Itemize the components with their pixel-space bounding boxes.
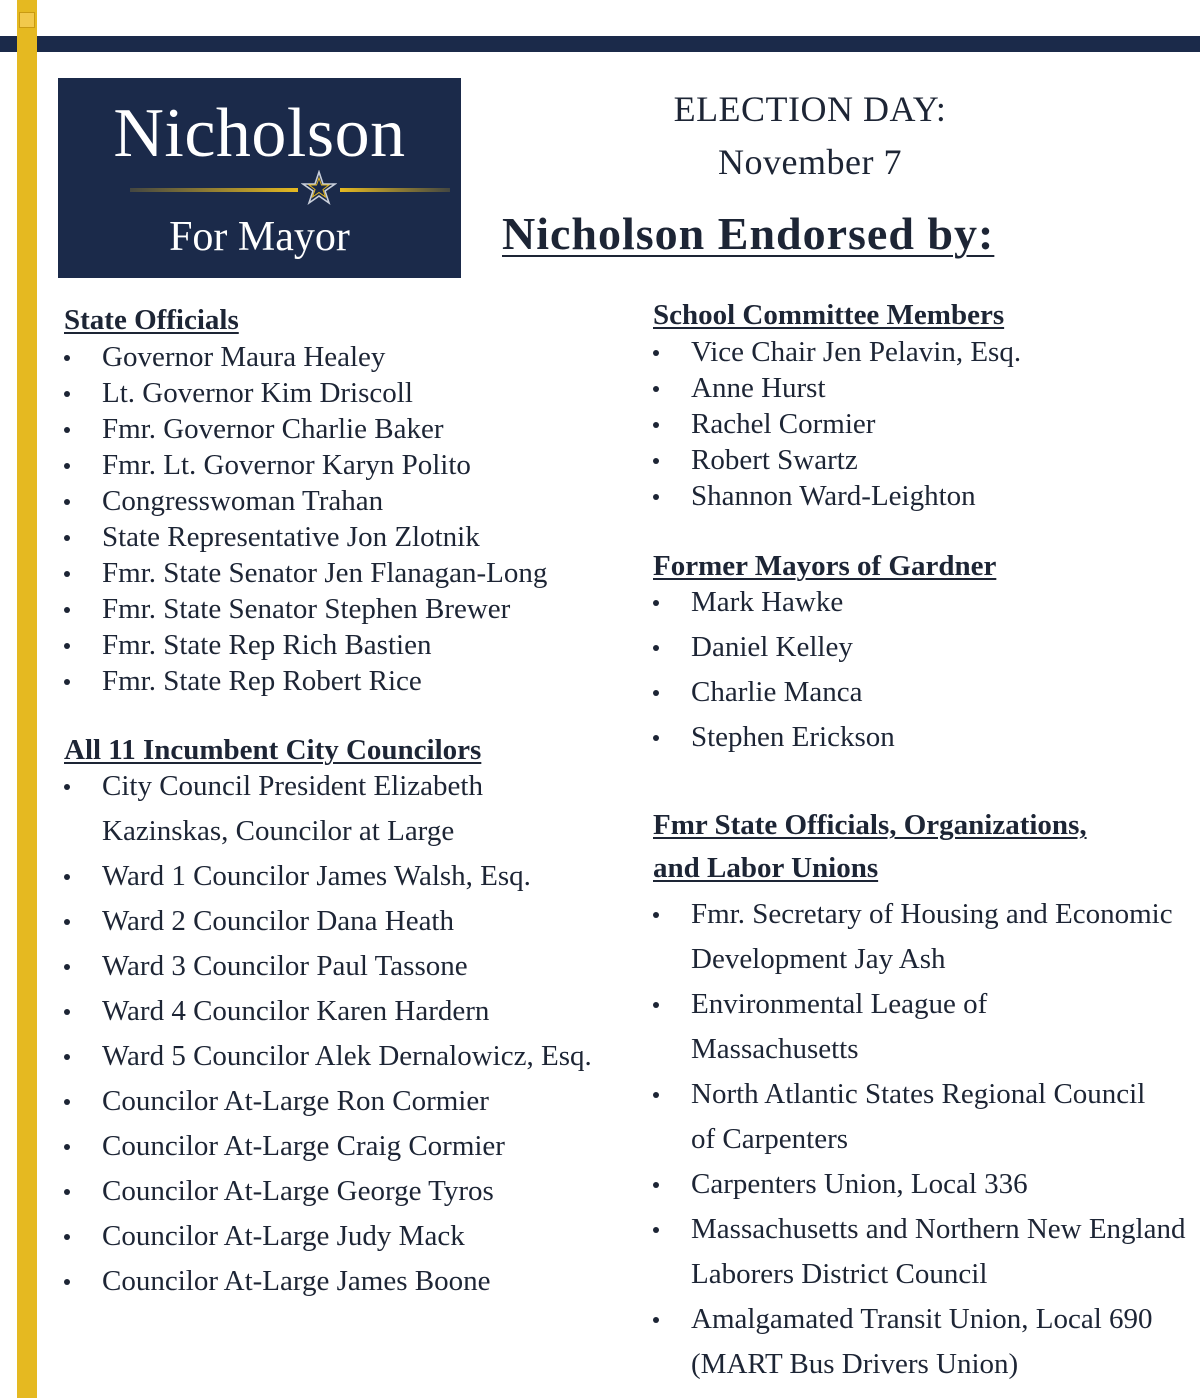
organizations-heading-line2: and Labor Unions (653, 852, 879, 884)
list-item: Stephen Erickson (653, 715, 1173, 760)
list-item: Ward 1 Councilor James Walsh, Esq. (64, 854, 624, 899)
former-mayors-heading: Former Mayors of Gardner (653, 550, 997, 582)
bullet-icon (653, 494, 659, 500)
school-committee-list (653, 334, 1173, 514)
city-councilors-list (64, 764, 624, 1304)
list-item: Vice Chair Jen Pelavin, Esq. (653, 334, 1173, 370)
list-item: Councilor At-Large Craig Cormier (64, 1124, 624, 1169)
bullet-icon (64, 1279, 70, 1285)
bullet-icon (653, 912, 659, 918)
list-item: Congresswoman Trahan (64, 483, 634, 519)
list-item: State Representative Jon Zlotnik (64, 519, 634, 555)
bullet-icon (64, 874, 70, 880)
list-item: Environmental League of Massachusetts (653, 982, 1111, 1072)
list-item: Councilor At-Large Judy Mack (64, 1214, 624, 1259)
bullet-icon (653, 735, 659, 741)
bullet-icon (64, 679, 70, 685)
list-item: Mark Hawke (653, 580, 1173, 625)
bullet-icon (64, 964, 70, 970)
organizations-list (653, 892, 1186, 1387)
bullet-icon (64, 571, 70, 577)
list-item: Amalgamated Transit Union, Local 690 (MART Bus Drivers Union) (653, 1297, 1196, 1387)
gold-rule-cap (19, 12, 35, 28)
campaign-logo (58, 78, 461, 278)
bullet-icon (653, 386, 659, 392)
bullet-icon (653, 458, 659, 464)
bullet-icon (653, 1317, 659, 1323)
list-item: Lt. Governor Kim Driscoll (64, 375, 634, 411)
list-item: Carpenters Union, Local 336 (653, 1162, 1183, 1207)
list-item: Councilor At-Large Ron Cormier (64, 1079, 624, 1124)
logo-gold-rule-left (130, 188, 298, 192)
bullet-icon (653, 350, 659, 356)
list-item: Massachusetts and Northern New England Laborers District Council (653, 1207, 1196, 1297)
organizations-heading-line1: Fmr State Officials, Organizations, (653, 809, 1087, 841)
bullet-icon (64, 919, 70, 925)
page-title: Nicholson Endorsed by: (502, 208, 995, 259)
bullet-icon (64, 607, 70, 613)
list-item: Fmr. State Senator Jen Flanagan-Long (64, 555, 634, 591)
bullet-icon (653, 1002, 659, 1008)
bullet-icon (653, 645, 659, 651)
logo-subtitle: For Mayor (169, 214, 350, 260)
bullet-icon (653, 600, 659, 606)
list-item: Charlie Manca (653, 670, 1173, 715)
list-item: Fmr. Governor Charlie Baker (64, 411, 634, 447)
logo-name: Nicholson (113, 95, 406, 172)
bullet-icon (64, 1054, 70, 1060)
bullet-icon (64, 391, 70, 397)
star-icon (301, 170, 337, 206)
bullet-icon (64, 535, 70, 541)
list-item: Ward 2 Councilor Dana Heath (64, 899, 624, 944)
bullet-icon (653, 1227, 659, 1233)
list-item: City Council President Elizabeth Kazinskas, Councilor at Large (64, 764, 582, 854)
bullet-icon (653, 690, 659, 696)
state-officials-heading: State Officials (64, 304, 239, 336)
bullet-icon (64, 784, 70, 790)
election-date: November 7 (718, 142, 902, 182)
state-officials-list (64, 339, 634, 699)
list-item: Shannon Ward-Leighton (653, 478, 1173, 514)
logo-gold-rule-right (340, 188, 450, 192)
list-item: Fmr. State Rep Rich Bastien (64, 627, 634, 663)
bullet-icon (64, 1144, 70, 1150)
list-item: Rachel Cormier (653, 406, 1173, 442)
list-item: Fmr. State Senator Stephen Brewer (64, 591, 634, 627)
bullet-icon (64, 1189, 70, 1195)
election-day-label: ELECTION DAY: (673, 89, 947, 129)
list-item: Ward 3 Councilor Paul Tassone (64, 944, 624, 989)
bullet-icon (64, 1009, 70, 1015)
bullet-icon (653, 1182, 659, 1188)
bullet-icon (653, 1092, 659, 1098)
school-committee-heading: School Committee Members (653, 299, 1005, 331)
list-item: North Atlantic States Regional Council of Carpenters (653, 1072, 1151, 1162)
city-councilors-heading: All 11 Incumbent City Councilors (64, 734, 482, 766)
list-item: Governor Maura Healey (64, 339, 634, 375)
list-item: Fmr. State Rep Robert Rice (64, 663, 634, 699)
list-item: Fmr. Lt. Governor Karyn Polito (64, 447, 634, 483)
list-item: Fmr. Secretary of Housing and Economic Development Jay Ash (653, 892, 1181, 982)
list-item: Councilor At-Large James Boone (64, 1259, 624, 1304)
bullet-icon (64, 499, 70, 505)
left-gold-rule (17, 0, 37, 1398)
bullet-icon (64, 1099, 70, 1105)
bullet-icon (64, 427, 70, 433)
bullet-icon (64, 463, 70, 469)
bullet-icon (64, 355, 70, 361)
list-item: Councilor At-Large George Tyros (64, 1169, 624, 1214)
bullet-icon (653, 422, 659, 428)
list-item: Ward 5 Councilor Alek Dernalowicz, Esq. (64, 1034, 622, 1079)
former-mayors-list (653, 580, 1173, 760)
bullet-icon (64, 1234, 70, 1240)
top-navy-band (0, 36, 1200, 52)
list-item: Ward 4 Councilor Karen Hardern (64, 989, 624, 1034)
list-item: Anne Hurst (653, 370, 1173, 406)
bullet-icon (64, 643, 70, 649)
list-item: Robert Swartz (653, 442, 1173, 478)
list-item: Daniel Kelley (653, 625, 1173, 670)
